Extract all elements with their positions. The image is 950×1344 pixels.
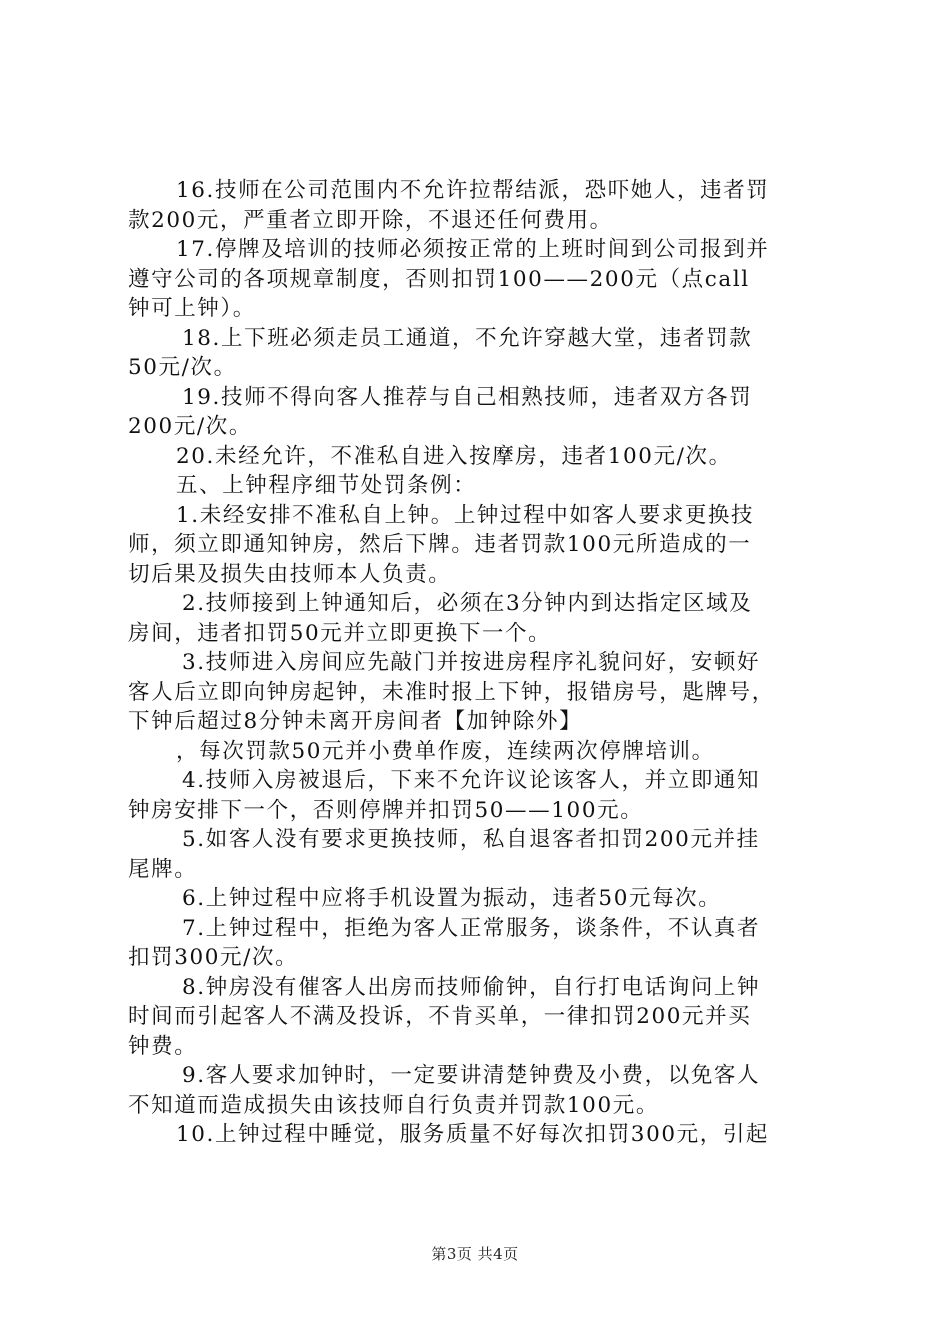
body-text-line: 下钟后超过8分钟未离开房间者【加钟除外】 <box>128 709 583 734</box>
body-text-line: 200元/次。 <box>128 414 252 439</box>
body-text-line: 钟房安排下一个，否则停牌并扣罚50——100元。 <box>128 797 644 823</box>
body-text-line: 20.未经允许，不准私自进入按摩房，违者100元/次。 <box>176 443 732 469</box>
body-text-line: 尾牌。 <box>128 856 198 882</box>
body-text-line: 钟可上钟）。 <box>128 296 256 321</box>
document-body <box>128 176 832 1150</box>
body-text-line: 客人后立即向钟房起钟，未准时报上下钟，报错房号，匙牌号， <box>128 679 775 705</box>
body-text-line: 切后果及损失由技师本人负责。 <box>128 561 452 587</box>
body-text-line: 3.技师进入房间应先敲门并按进房程序礼貌问好，安顿好 <box>182 650 761 675</box>
body-text-line: 7.上钟过程中，拒绝为客人正常服务，谈条件，不认真者 <box>182 915 761 941</box>
body-text-line: 50元/次。 <box>128 355 237 380</box>
body-text-line: 房间，违者扣罚50元并立即更换下一个。 <box>128 620 552 646</box>
body-text-line: 不知道而造成损失由该技师自行负责并罚款100元。 <box>128 1092 659 1118</box>
body-text-line: 师，须立即通知钟房，然后下牌。违者罚款100元所造成的一 <box>128 532 752 557</box>
body-text-line: 6.上钟过程中应将手机设置为振动，违者50元每次。 <box>182 886 722 911</box>
body-text-line: 19.技师不得向客人推荐与自己相熟技师，违者双方各罚 <box>182 384 753 410</box>
body-text-line: 9.客人要求加钟时，一定要讲清楚钟费及小费，以免客人 <box>182 1063 761 1088</box>
body-text-line: ，每次罚款50元并小费单作废，连续两次停牌培训。 <box>176 738 715 764</box>
body-text-line: 扣罚300元/次。 <box>128 945 299 970</box>
body-text-line: 8.钟房没有催客人出房而技师偷钟，自行打电话询问上钟 <box>182 974 761 1000</box>
body-text-line: 遵守公司的各项规章制度，否则扣罚100——200元（点call <box>128 266 750 292</box>
body-text-line: 17.停牌及培训的技师必须按正常的上班时间到公司报到并 <box>176 237 770 262</box>
body-text-line: 时间而引起客人不满及投诉，不肯买单，一律扣罚200元并买 <box>128 1004 752 1029</box>
body-text-line: 款200元，严重者立即开除，不退还任何费用。 <box>128 207 613 233</box>
body-text-line: 16.技师在公司范围内不允许拉帮结派，恐吓她人，违者罚 <box>176 178 770 203</box>
body-text-line: 10.上钟过程中睡觉，服务质量不好每次扣罚300元，引起 <box>176 1122 770 1147</box>
page-footer: 第3页 共4页 <box>431 1245 519 1263</box>
body-text-line: 钟费。 <box>128 1033 198 1059</box>
body-text-line: 五、上钟程序细节处罚条例： <box>176 473 477 498</box>
body-text-line: 1.未经安排不准私自上钟。上钟过程中如客人要求更换技 <box>176 502 755 528</box>
body-text-line: 4.技师入房被退后，下来不允许议论该客人，并立即通知 <box>182 768 761 793</box>
body-text-line: 2.技师接到上钟通知后，必须在3分钟内到达指定区域及 <box>182 591 753 616</box>
body-text-line: 5.如客人没有要求更换技师，私自退客者扣罚200元并挂 <box>182 827 760 852</box>
body-text-line: 18.上下班必须走员工通道，不允许穿越大堂，违者罚款 <box>182 325 753 351</box>
